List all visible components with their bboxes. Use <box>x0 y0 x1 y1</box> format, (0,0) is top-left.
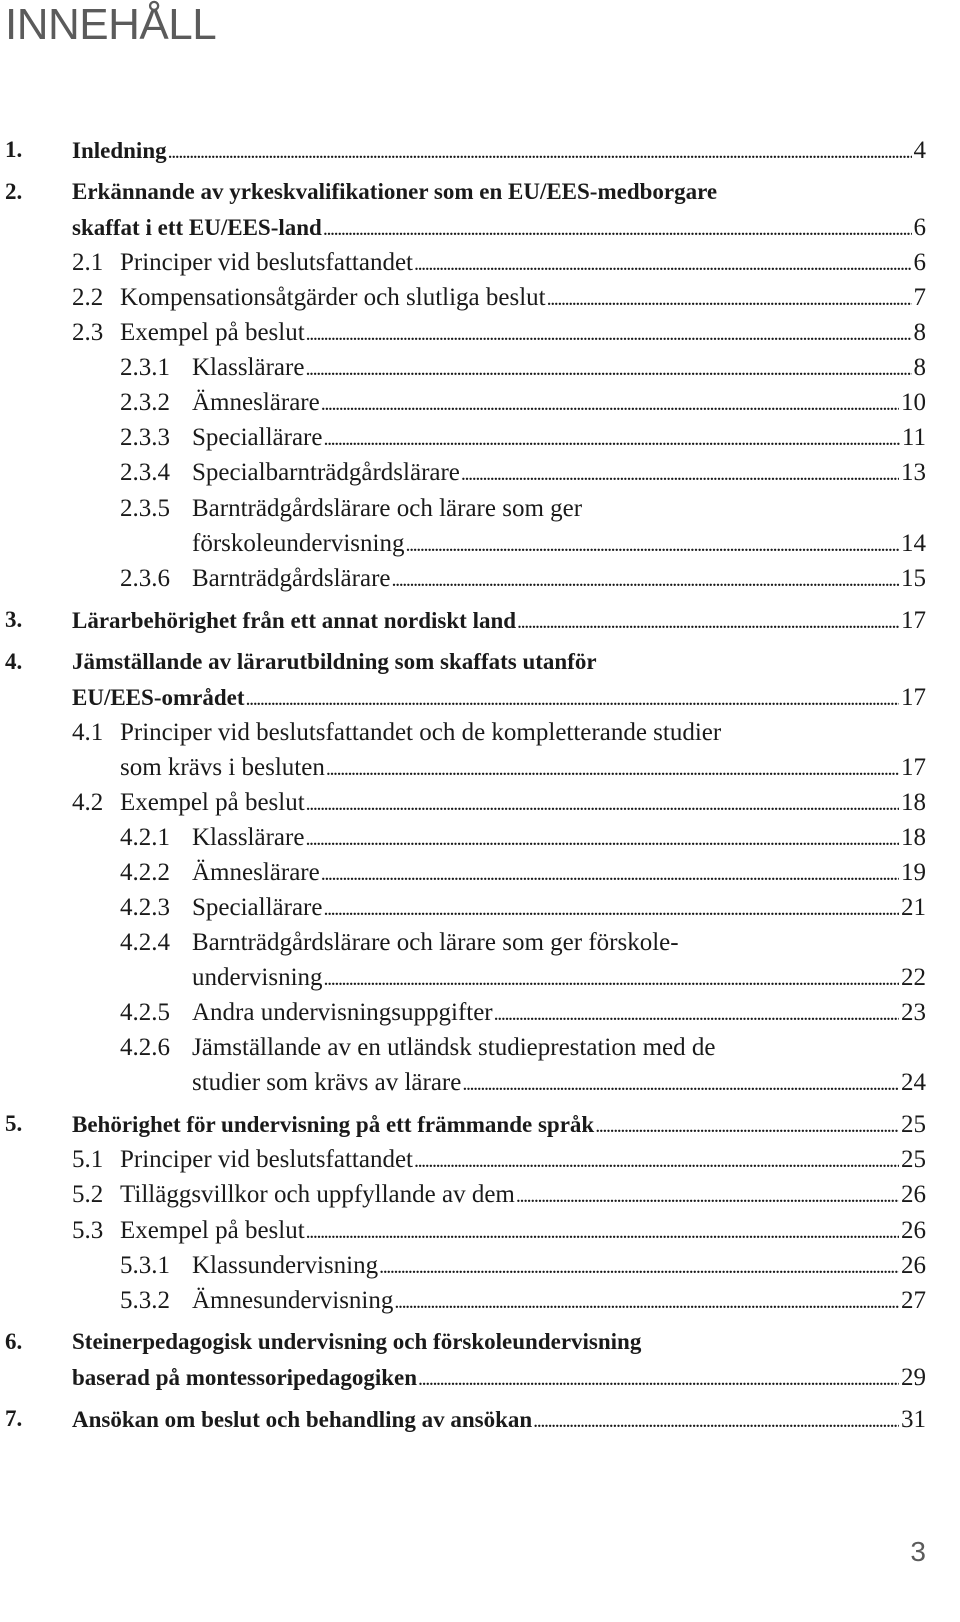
toc-entry-title: Jämställande av lärarutbildning som skaffats utanför <box>72 648 597 674</box>
dot-leader <box>462 1073 899 1096</box>
toc-entry-title: Inledning <box>72 138 167 163</box>
toc-entry-number: 2.3 <box>72 319 104 347</box>
toc-entry-page: 11 <box>901 424 926 452</box>
toc-entry-title: studier som krävs av lärare <box>192 1069 462 1097</box>
toc-entry-title: Speciallärare <box>192 424 323 452</box>
dot-leader <box>306 793 899 816</box>
toc-entry-number: 4.2.6 <box>120 1034 170 1062</box>
toc-entry-title: EU/EES-området <box>72 684 245 710</box>
dot-leader <box>405 534 899 557</box>
toc-entry-number: 4.2.2 <box>120 859 170 886</box>
dot-leader <box>494 1003 899 1026</box>
toc-entry-page: 26 <box>901 1181 926 1209</box>
toc-entry-title: Kompensationsåtgärder och slutliga beslut <box>120 284 546 312</box>
dot-leader <box>323 218 912 241</box>
toc-entry-number: 5.3.2 <box>120 1286 170 1314</box>
dot-leader <box>246 688 900 711</box>
toc-entry-title: Barnträdgårdslärare <box>192 564 391 592</box>
toc-entry-number: 5. <box>5 1111 23 1137</box>
toc-entry-number: 5.3.1 <box>120 1251 170 1279</box>
toc-entry-page: 31 <box>901 1405 926 1433</box>
toc-entry-title: Tilläggsvillkor och uppfyllande av dem <box>120 1181 515 1209</box>
toc-entry-title: Lärarbehörighet från ett annat nordiskt land <box>72 607 517 633</box>
toc-entry-title: Barnträdgårdslärare och lärare som ger förskole- <box>192 929 679 957</box>
toc-entry-number: 6. <box>5 1328 23 1354</box>
dot-leader <box>326 758 899 781</box>
toc-entry-number: 2.3.1 <box>120 354 170 382</box>
dot-leader <box>324 968 899 991</box>
toc-entry-page: 26 <box>901 1251 926 1279</box>
toc-entry-title: Ansökan om beslut och behandling av ansökan <box>72 1406 533 1432</box>
dot-leader <box>323 898 899 921</box>
toc-entry-number: 5.3 <box>72 1216 104 1244</box>
toc-entry-page: 4 <box>913 137 926 164</box>
dot-leader <box>305 358 911 381</box>
toc-entry-number: 5.2 <box>72 1181 104 1209</box>
dot-leader <box>414 253 912 276</box>
toc-entry-title: Klasslärare <box>192 823 305 851</box>
toc-entry-number: 4.2.1 <box>120 823 170 851</box>
toc-entry-title: Specialbarnträdgårdslärare <box>192 459 460 487</box>
toc-entry-page: 17 <box>901 683 926 711</box>
toc-entry-title: Principer vid beslutsfattandet <box>120 249 413 277</box>
dot-leader <box>306 1221 899 1244</box>
toc-entry-page: 8 <box>913 319 926 347</box>
toc-entry-title: som krävs i besluten <box>120 753 325 781</box>
toc-entry-title: Andra undervisningsuppgifter <box>192 999 493 1027</box>
dot-leader <box>321 863 899 886</box>
toc-entry-page: 26 <box>901 1216 926 1244</box>
toc-entry-page: 25 <box>901 1146 926 1174</box>
toc-entry-page: 6 <box>913 249 926 277</box>
toc-entry-page: 27 <box>901 1286 926 1314</box>
toc-entry-number: 4.2 <box>72 788 104 816</box>
dot-leader <box>595 1115 899 1138</box>
toc-entry-title: skaffat i ett EU/EES-land <box>72 215 322 241</box>
toc-entry-title: Exempel på beslut <box>120 1216 305 1244</box>
dot-leader <box>321 393 899 416</box>
toc-entry-number: 2.3.4 <box>120 459 170 487</box>
toc-entry-title: Behörighet för undervisning på ett främmande språk <box>72 1112 595 1138</box>
page-heading: INNEHÅLL <box>5 0 217 49</box>
toc-entry-number: 2.3.3 <box>120 424 170 452</box>
toc-entry-number: 4.2.3 <box>120 894 170 922</box>
toc-entry-page: 6 <box>913 214 926 242</box>
toc-entry-number: 4.1 <box>72 718 104 746</box>
dot-leader <box>168 141 912 164</box>
toc-entry-title: Steinerpedagogisk undervisning och förskoleundervisning <box>72 1328 642 1354</box>
toc-entry-number: 2.3.6 <box>120 564 170 592</box>
dot-leader <box>547 288 912 311</box>
toc-entry-title: baserad på montessoripedagogiken <box>72 1364 418 1390</box>
toc-entry-page: 15 <box>901 564 926 592</box>
dot-leader <box>306 323 912 346</box>
dot-leader <box>516 1185 899 1208</box>
toc-entry-title: Klasslärare <box>192 354 305 382</box>
dot-leader <box>305 828 899 851</box>
toc-entry-page: 10 <box>901 389 926 417</box>
toc-entry-page: 19 <box>901 859 926 886</box>
toc-entry-title: Barnträdgårdslärare och lärare som ger <box>192 494 583 522</box>
toc-entry-number: 2.2 <box>72 284 104 312</box>
toc-entry-number: 2.3.2 <box>120 389 170 417</box>
dot-leader <box>379 1256 899 1279</box>
toc-entry-page: 8 <box>913 354 926 382</box>
toc-entry-title: Erkännande av yrkeskvalifikationer som en EU/EES-medborgare <box>72 179 718 205</box>
toc-entry-title: Ämneslärare <box>192 389 320 417</box>
toc-entry-page: 25 <box>901 1111 926 1139</box>
toc-entry-page: 29 <box>901 1363 926 1391</box>
toc-entry-number: 1. <box>5 137 23 162</box>
toc-entry-page: 18 <box>901 788 926 816</box>
toc-entry-page: 23 <box>901 999 926 1027</box>
toc-entry-title: Principer vid beslutsfattandet <box>120 1146 413 1174</box>
toc-entry-title: Exempel på beslut <box>120 319 305 347</box>
toc-entry-page: 13 <box>901 459 926 487</box>
toc-entry-page: 18 <box>901 823 926 851</box>
toc-entry-page: 21 <box>901 894 926 922</box>
toc-entry-number: 4.2.5 <box>120 999 170 1027</box>
dot-leader <box>533 1410 899 1433</box>
toc-entry-number: 2.3.5 <box>120 494 170 522</box>
toc-entry-title: Principer vid beslutsfattandet och de kompletterande studier <box>120 718 722 746</box>
toc-entry-title: Ämneslärare <box>192 859 320 886</box>
dot-leader <box>461 463 899 486</box>
toc-entry-title: Klassundervisning <box>192 1251 379 1279</box>
dot-leader <box>418 1368 899 1391</box>
toc-entry-page: 7 <box>913 284 926 312</box>
toc-entry-number: 4.2.4 <box>120 929 170 957</box>
toc-entry-number: 7. <box>5 1405 23 1431</box>
toc-entry-title: Ämnesundervisning <box>192 1286 394 1314</box>
toc-entry-number: 2. <box>5 179 23 205</box>
dot-leader <box>392 569 900 592</box>
toc-entry-page: 24 <box>901 1069 926 1097</box>
toc-entry-title: Exempel på beslut <box>120 788 305 816</box>
toc-entry-number: 5.1 <box>72 1146 104 1174</box>
toc-entry-title: förskoleundervisning <box>192 529 405 557</box>
toc-entry-page: 14 <box>901 529 926 557</box>
toc-entry-title: undervisning <box>192 964 323 992</box>
toc-entry-title: Jämställande av en utländsk studieprestation med de <box>192 1034 716 1062</box>
page-number: 3 <box>910 1536 926 1567</box>
dot-leader <box>323 428 899 451</box>
toc-entry-number: 4. <box>5 648 23 674</box>
toc-entry-page: 17 <box>901 753 926 781</box>
toc-entry-number: 2.1 <box>72 249 104 277</box>
toc-entry-page: 22 <box>901 964 926 992</box>
dot-leader <box>517 611 899 634</box>
dot-leader <box>414 1150 899 1173</box>
toc-entry-title: Speciallärare <box>192 894 323 922</box>
toc-entry-number: 3. <box>5 606 23 632</box>
toc-entry-page: 17 <box>901 606 926 634</box>
dot-leader <box>394 1291 899 1314</box>
